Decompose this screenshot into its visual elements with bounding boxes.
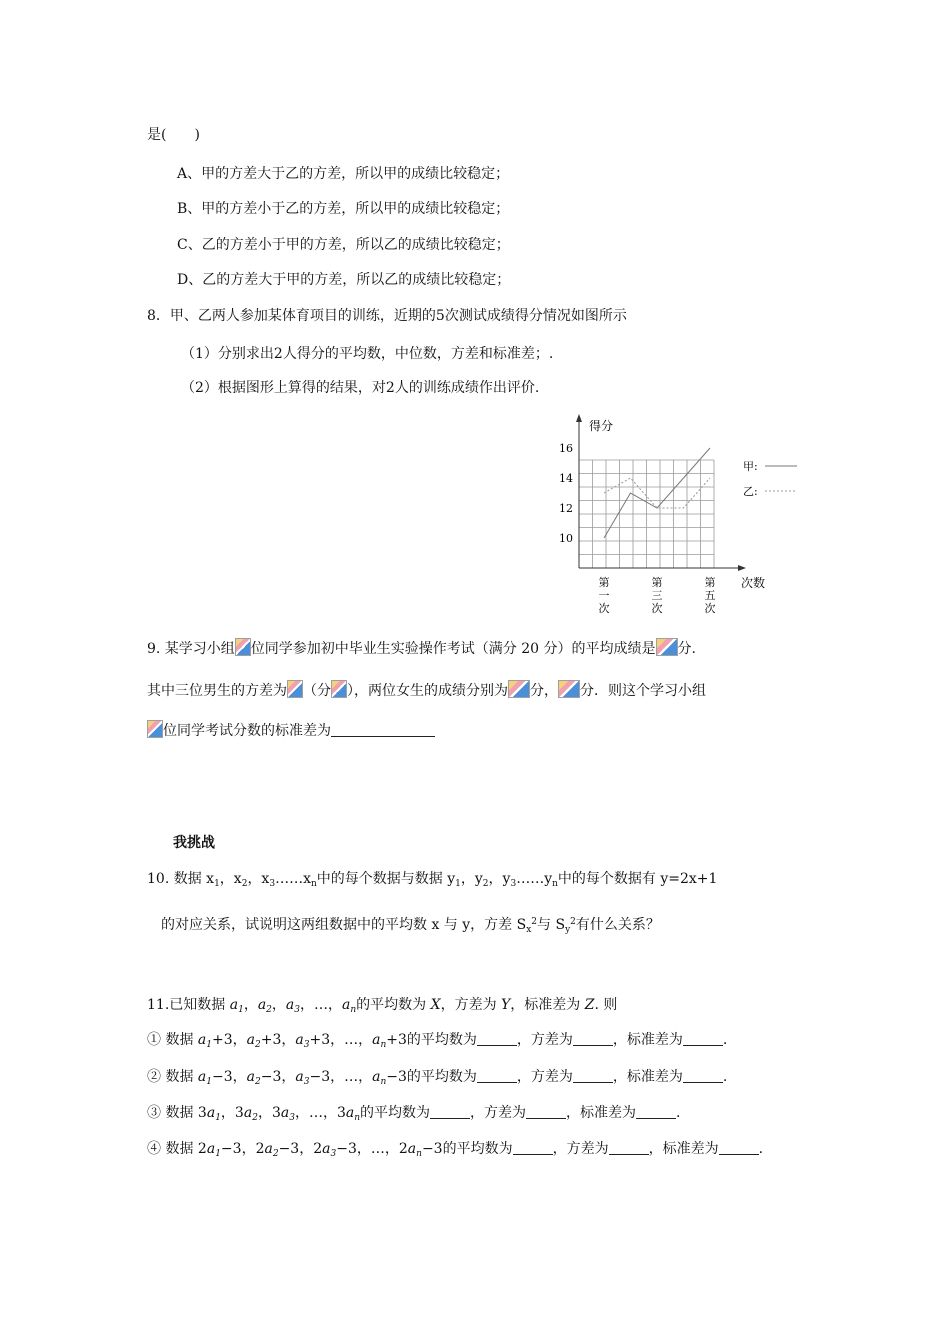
chart-grid	[579, 460, 714, 568]
y-axis-arrow	[576, 414, 582, 422]
var-a: a	[407, 1141, 417, 1157]
q8-part1: （1）分别求出2人得分的平均数，中位数，方差和标准差；.	[181, 346, 554, 362]
y-axis-label: 得分	[589, 419, 614, 433]
q7-option-b: B、甲的方差小于乙的方差，所以甲的成绩比较稳定；	[177, 201, 510, 217]
q9-text: （分	[303, 683, 331, 699]
q11-text: .	[722, 1069, 728, 1085]
formula-image-icon	[287, 680, 303, 698]
var-a: a	[372, 1069, 381, 1085]
q10-text: ，x	[219, 871, 242, 887]
q9-text: 9. 某学习小组	[147, 641, 235, 657]
formula-image-icon	[558, 680, 580, 698]
var-a: a	[206, 1141, 216, 1157]
q11-text: ，标准差为	[612, 1069, 683, 1085]
q11-text: …	[370, 1141, 385, 1157]
q7-option-a: A、甲的方差大于乙的方差，所以甲的成绩比较稳定；	[177, 166, 510, 182]
y-tick-label: 14	[559, 472, 573, 485]
q11-text: 2	[255, 1141, 265, 1157]
q11-text: 的平均数为	[442, 1141, 513, 1157]
q11-text: +3	[386, 1032, 407, 1048]
q9-text: ），两位女生的成绩分别为	[347, 683, 508, 699]
q11-text: 3	[336, 1105, 346, 1121]
var-a: a	[342, 997, 351, 1013]
q11-text: ，	[232, 1032, 247, 1048]
q11-text: ，	[232, 1069, 247, 1085]
answer-blank[interactable]	[477, 1068, 517, 1083]
q11-text: −3	[220, 1141, 242, 1157]
challenge-title: 我挑战	[173, 835, 215, 851]
q11-text: −3	[260, 1069, 282, 1085]
q11-text: 的平均数为	[406, 1032, 477, 1048]
q11-text: ，	[294, 1105, 309, 1121]
q11-row2	[147, 1067, 727, 1092]
q9-line3	[147, 720, 435, 741]
q11-text: ，方差为	[440, 997, 502, 1013]
answer-blank[interactable]	[573, 1031, 613, 1046]
subscript: 1	[215, 1149, 221, 1159]
q11-text: ，标准差为	[612, 1032, 683, 1048]
q10-text: ……y	[516, 871, 553, 887]
x-tick-label: 第	[598, 576, 610, 589]
subscript: 1	[206, 1040, 212, 1050]
answer-blank[interactable]	[719, 1140, 759, 1155]
q11-text: 2	[398, 1141, 408, 1157]
q11-row4	[147, 1139, 763, 1164]
q11-text: ，	[322, 1105, 337, 1121]
q7-option-c: C、乙的方差小于甲的方差，所以乙的成绩比较稳定；	[177, 237, 510, 253]
q9-text: 分，	[530, 683, 558, 699]
q9-text: 位同学考试分数的标准差为	[163, 723, 331, 739]
q9-line2	[147, 680, 706, 701]
series-lines	[604, 448, 710, 538]
var-y: Y	[501, 997, 511, 1013]
q11-text: ，	[241, 1141, 256, 1157]
subscript: n	[354, 1113, 361, 1123]
q11-text: +3	[260, 1032, 282, 1048]
answer-blank[interactable]	[477, 1031, 517, 1046]
legend-label: 乙:	[743, 485, 758, 498]
q11-text: 3	[271, 1105, 281, 1121]
q11-text: ② 数据	[147, 1069, 198, 1085]
q11-text: . 则	[594, 997, 618, 1013]
q11-text: 2	[197, 1141, 207, 1157]
q11-text: −3	[386, 1069, 407, 1085]
q11-row3	[147, 1103, 680, 1128]
q11-text: −3	[421, 1141, 443, 1157]
answer-blank[interactable]	[683, 1031, 723, 1046]
subscript: 3	[269, 879, 276, 889]
subscript: n	[380, 1077, 387, 1087]
q10-text: 中的每个数据有 y=2x+1	[557, 871, 718, 887]
series-line-jia	[604, 448, 710, 538]
legend-label: 甲:	[743, 460, 758, 473]
x-tick-label: 三	[651, 589, 663, 602]
q11-text: ，	[358, 1032, 373, 1048]
q11-text: ，方差为	[516, 1069, 573, 1085]
subscript: 3	[303, 1040, 310, 1050]
var-a: a	[246, 1069, 255, 1085]
answer-blank[interactable]	[513, 1140, 553, 1155]
q10-text: ……x	[275, 871, 311, 887]
q11-text: −3	[309, 1069, 331, 1085]
q11-text: 的平均数为	[406, 1069, 477, 1085]
q11-text: ，	[220, 1105, 235, 1121]
q10-text: 的对应关系，试说明这两组数据中的平均数 x 与 y，方差 S	[161, 917, 527, 933]
q10-text: 与 S	[537, 917, 566, 933]
q11-text: 2	[313, 1141, 323, 1157]
q11-text: ，	[330, 1032, 345, 1048]
var-x: X	[430, 997, 441, 1013]
answer-blank[interactable]	[573, 1068, 613, 1083]
q11-text: 3	[197, 1105, 207, 1121]
var-a: a	[280, 1105, 290, 1121]
var-a: a	[295, 1069, 304, 1085]
subscript: y	[565, 925, 571, 935]
q11-text: ，方差为	[516, 1032, 573, 1048]
q11-text: +3	[309, 1032, 331, 1048]
subscript: 3	[330, 1149, 337, 1159]
q11-text: ，	[300, 997, 314, 1013]
superscript: 2	[570, 917, 576, 927]
q11-text: ，	[356, 1141, 371, 1157]
subscript: 1	[214, 879, 220, 889]
subscript: n	[552, 879, 558, 889]
y-tick-label: 12	[559, 502, 573, 515]
x-tick-label: 第	[704, 576, 716, 589]
subscript: 2	[252, 1113, 258, 1123]
q11-text: ，	[281, 1032, 296, 1048]
formula-image-icon	[331, 680, 347, 698]
y-tick-label: 10	[559, 532, 573, 545]
q11-text: ，	[330, 1069, 345, 1085]
q8-part2: （2）根据图形上算得的结果，对2人的训练成绩作出评价.	[181, 380, 540, 396]
q11-text: ④ 数据	[147, 1141, 198, 1157]
var-a: a	[322, 1141, 331, 1157]
q10-text: 中的每个数据与数据 y	[316, 871, 456, 887]
var-a: a	[264, 1141, 273, 1157]
q11-text: ，	[328, 997, 342, 1013]
x-axis-label: 次数	[741, 576, 766, 590]
q11-text: …	[344, 1069, 359, 1085]
subscript: 2	[255, 1077, 261, 1087]
q10-line2	[161, 912, 660, 940]
q11-text: −3	[278, 1141, 300, 1157]
q11-text: ，标准差为	[566, 1105, 637, 1121]
q11-row1	[147, 1030, 727, 1055]
answer-blank[interactable]	[331, 722, 435, 737]
var-a: a	[345, 1105, 355, 1121]
var-a: a	[257, 997, 267, 1013]
x-axis-arrow	[738, 565, 746, 571]
subscript: 2	[272, 1149, 279, 1159]
y-tick-label: 16	[559, 442, 573, 455]
x-tick-label: 次	[598, 602, 610, 615]
q11-text: ，	[299, 1141, 314, 1157]
subscript: 3	[289, 1113, 295, 1123]
var-a: a	[285, 997, 295, 1013]
answer-blank[interactable]	[526, 1104, 566, 1119]
x-tick-label: 次	[704, 602, 716, 615]
subscript: n	[350, 1005, 357, 1015]
subscript: 1	[238, 1005, 244, 1015]
q11-text: ，方差为	[470, 1105, 527, 1121]
formula-image-icon	[508, 680, 530, 698]
answer-blank[interactable]	[683, 1068, 723, 1083]
q9-text: 分.	[677, 641, 696, 657]
q11-text: 的平均数为	[356, 997, 431, 1013]
q9-text: 分．则这个学习小组	[580, 683, 706, 699]
q11-text: −3	[336, 1141, 357, 1157]
q11-text: 11.已知数据	[147, 997, 230, 1013]
q11-text: …	[314, 997, 328, 1013]
q10-text: ，x	[247, 871, 270, 887]
subscript: n	[310, 879, 317, 889]
q11-text: .	[758, 1141, 764, 1157]
q11-text: ，	[243, 997, 258, 1013]
x-tick-labels	[599, 576, 716, 615]
subscript: 2	[241, 879, 248, 889]
answer-blank[interactable]	[430, 1104, 470, 1119]
q11-text: ，	[257, 1105, 272, 1121]
var-a: a	[295, 1032, 304, 1048]
q9-line1	[147, 638, 696, 659]
subscript: 3	[294, 1005, 300, 1015]
q11-text: ，	[271, 997, 286, 1013]
q11-text: ，	[358, 1069, 373, 1085]
y-tick-labels	[559, 442, 573, 545]
x-tick-label: 一	[598, 589, 610, 602]
q11-text: −3	[212, 1069, 233, 1085]
chart-legend	[743, 460, 797, 498]
q11-text: .	[722, 1032, 728, 1048]
subscript: 1	[455, 879, 461, 889]
q11-text: .	[676, 1105, 681, 1121]
series-line-yi	[604, 478, 710, 508]
q11-text: ① 数据	[147, 1032, 198, 1048]
subscript: n	[380, 1040, 387, 1050]
x-tick-label: 第	[651, 576, 663, 589]
formula-image-icon	[656, 638, 678, 656]
var-a: a	[246, 1032, 255, 1048]
q10-text: 有什么关系？	[575, 917, 660, 933]
subscript: 3	[510, 879, 517, 889]
x-tick-label: 五	[704, 589, 716, 602]
subscript: 1	[206, 1077, 212, 1087]
q10-text: ，y	[488, 871, 511, 887]
subscript: 2	[482, 879, 489, 889]
var-a: a	[197, 1069, 207, 1085]
chart-axes	[576, 414, 746, 571]
var-a: a	[197, 1032, 207, 1048]
answer-blank[interactable]	[609, 1140, 649, 1155]
q11-text: …	[344, 1032, 359, 1048]
var-a: a	[206, 1105, 216, 1121]
q11-text: +3	[212, 1032, 233, 1048]
subscript: 3	[303, 1077, 310, 1087]
answer-blank[interactable]	[636, 1104, 676, 1119]
subscript: 1	[215, 1113, 221, 1123]
q11-text: ③ 数据	[147, 1105, 198, 1121]
q11-text: ，标准差为	[648, 1141, 719, 1157]
q11-text: ，标准差为	[510, 997, 585, 1013]
subscript: x	[526, 925, 532, 935]
subscript: 2	[255, 1040, 261, 1050]
var-a: a	[243, 1105, 253, 1121]
q11-text: ，	[384, 1141, 399, 1157]
q10-text: ，y	[460, 871, 483, 887]
var-a: a	[229, 997, 239, 1013]
x-tick-label: 次	[651, 602, 663, 615]
formula-image-icon	[235, 638, 251, 656]
q10-line1	[147, 869, 717, 894]
q7-option-d: D、乙的方差大于甲的方差，所以乙的成绩比较稳定；	[177, 272, 511, 288]
superscript: 2	[531, 917, 538, 927]
q10-text: 10. 数据 x	[147, 871, 215, 887]
var-a: a	[372, 1032, 381, 1048]
q7-stem-tail: 是( )	[147, 127, 200, 143]
q11-text: ，方差为	[552, 1141, 609, 1157]
q9-text: 其中三位男生的方差为	[147, 683, 287, 699]
q11-text: ，	[281, 1069, 296, 1085]
q8-stem: 8．甲、乙两人参加某体育项目的训练，近期的5次测试成绩得分情况如图所示	[147, 308, 627, 324]
q11-text: …	[308, 1105, 323, 1121]
q9-text: 位同学参加初中毕业生实验操作考试（满分 20 分）的平均成绩是	[250, 641, 656, 657]
q11-stem	[147, 995, 617, 1020]
score-line-chart	[555, 410, 815, 620]
q11-text: 的平均数为	[360, 1105, 431, 1121]
q11-text: 3	[234, 1105, 244, 1121]
subscript: 2	[266, 1005, 272, 1015]
var-z: Z	[584, 997, 595, 1013]
subscript: n	[416, 1149, 422, 1159]
formula-image-icon	[147, 720, 163, 738]
